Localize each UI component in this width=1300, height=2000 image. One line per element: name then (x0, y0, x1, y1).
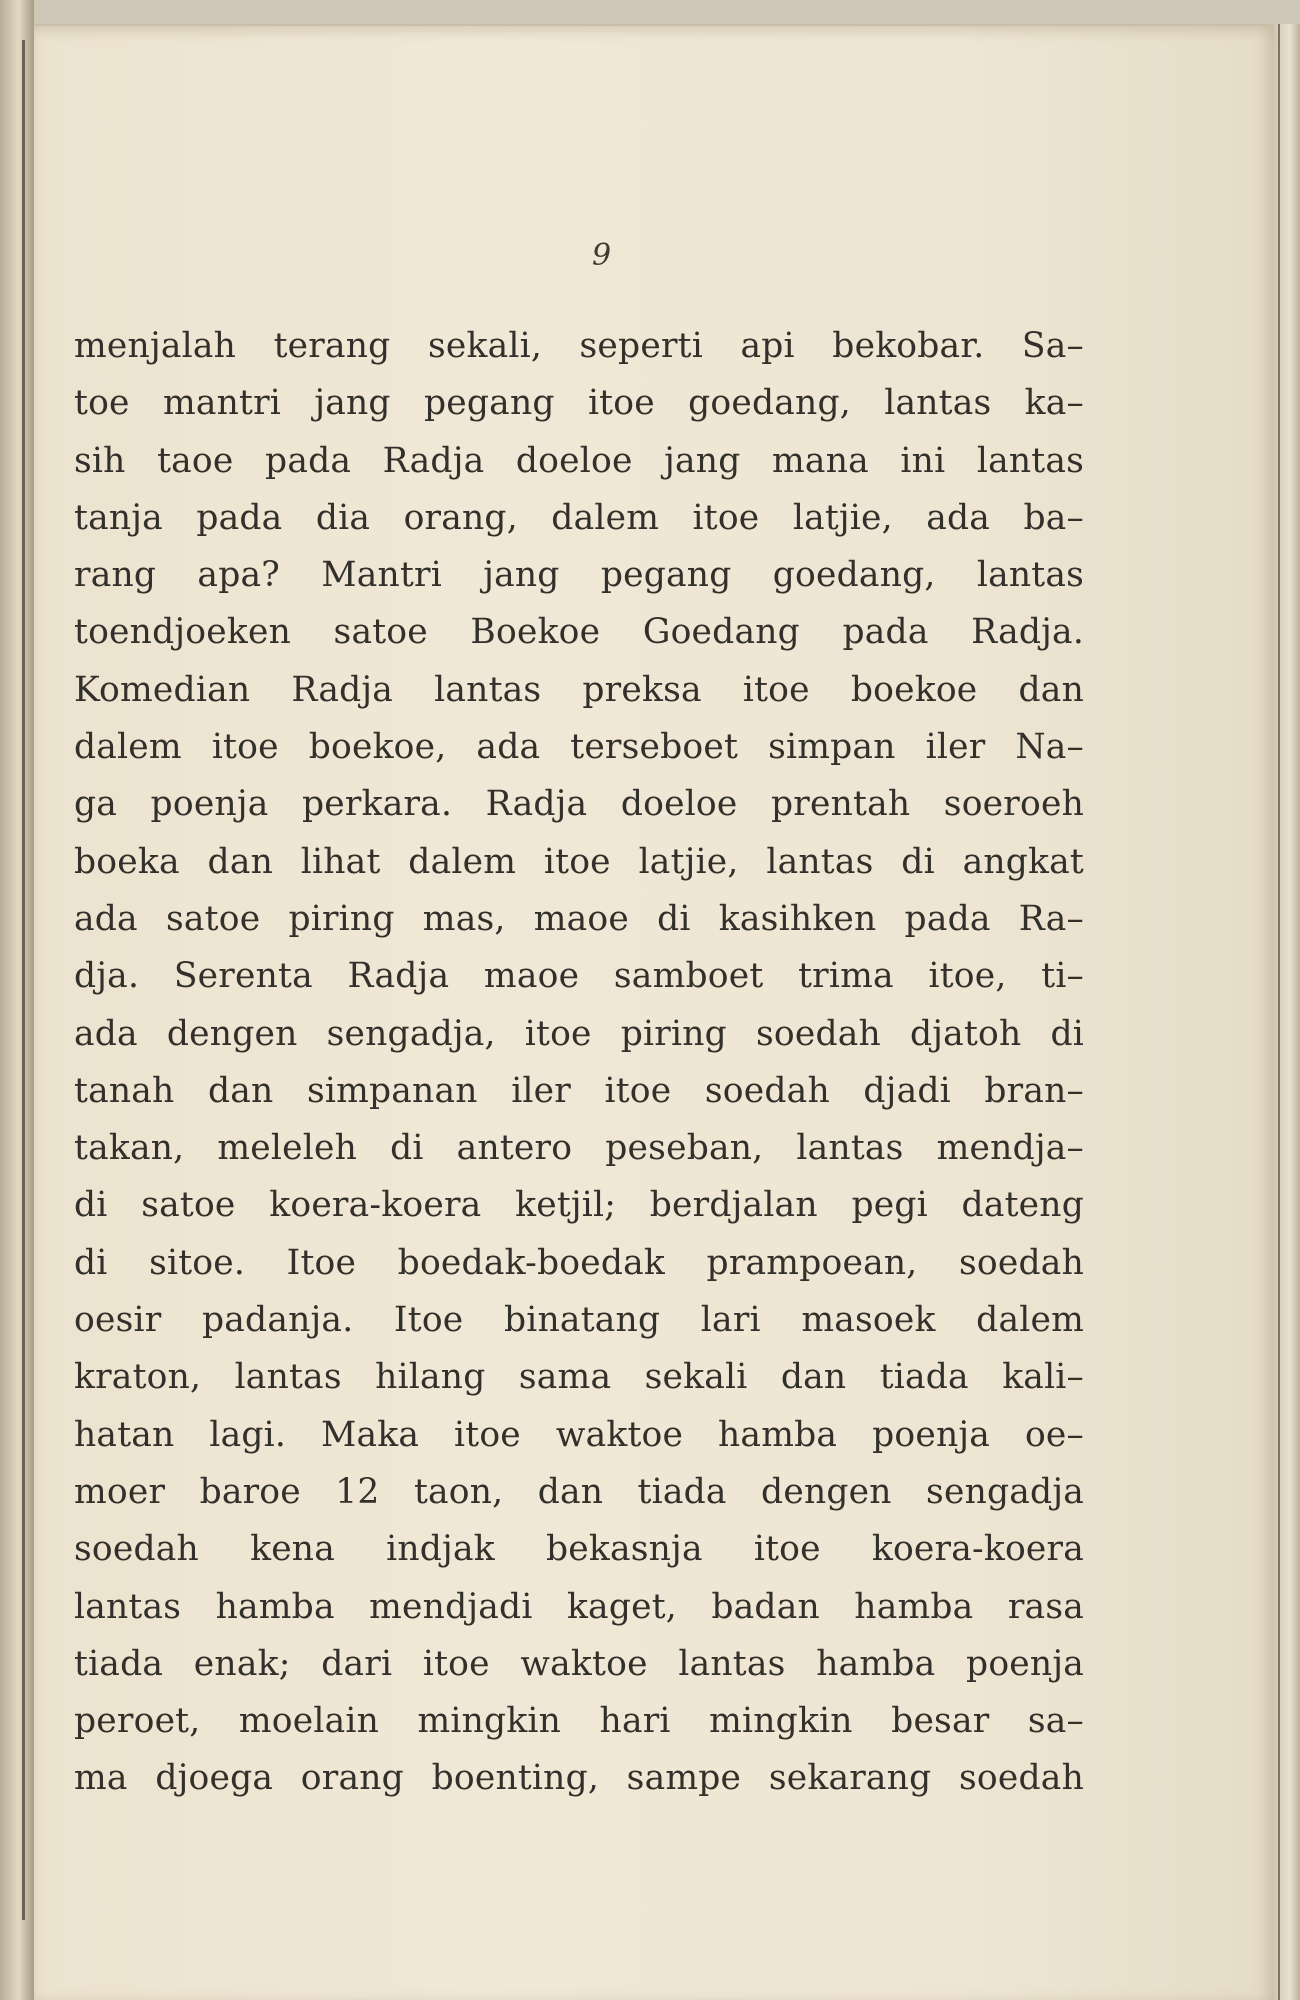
book-page (34, 24, 1274, 2000)
text-line: peroet, moelain mingkin hari mingkin besar sa– (74, 1701, 1084, 1742)
text-line: soedah kena indjak bekasnja itoe koera-koera (74, 1529, 1084, 1570)
text-line: ma djoega orang boenting, sampe sekarang soedah (74, 1758, 1084, 1799)
text-line: tiada enak; dari itoe waktoe lantas hamba poenja (74, 1643, 1084, 1684)
page-number: 9 (592, 238, 612, 273)
text-line: tanah dan simpanan iler itoe soedah djadi bran– (74, 1070, 1084, 1111)
text-line: dja. Serenta Radja maoe samboet trima itoe, ti– (74, 956, 1084, 997)
text-line: ada dengen sengadja, itoe piring soedah djatoh di (74, 1013, 1084, 1054)
text-line: ada satoe piring mas, maoe di kasihken pada Ra– (74, 898, 1084, 939)
text-line: di satoe koera-koera ketjil; berdjalan pegi dateng (74, 1185, 1084, 1226)
text-line: sih taoe pada Radja doeloe jang mana ini lantas (74, 440, 1084, 481)
text-line: menjalah terang sekali, seperti api bekobar. Sa– (74, 326, 1084, 366)
text-line: tanja pada dia orang, dalem itoe latjie, ada ba– (74, 497, 1084, 538)
right-page-edge (1274, 24, 1300, 2000)
text-line: di sitoe. Itoe boedak-boedak prampoean, soedah (74, 1242, 1084, 1283)
left-page-edge (0, 0, 34, 2000)
text-line: lantas hamba mendjadi kaget, badan hamba rasa (74, 1586, 1084, 1627)
text-line: rang apa? Mantri jang pegang goedang, lantas (74, 555, 1084, 596)
text-line: kraton, lantas hilang sama sekali dan tiada kali– (74, 1357, 1084, 1398)
text-line: moer baroe 12 taon, dan tiada dengen sengadja (74, 1471, 1084, 1512)
text-line: toe mantri jang pegang itoe goedang, lantas ka– (74, 383, 1084, 424)
text-line: boeka dan lihat dalem itoe latjie, lantas di angkat (74, 841, 1084, 882)
text-line: dalem itoe boekoe, ada terseboet simpan iler Na– (74, 727, 1084, 768)
text-line: oesir padanja. Itoe binatang lari masoek dalem (74, 1300, 1084, 1341)
text-line: Komedian Radja lantas preksa itoe boekoe dan (74, 669, 1084, 710)
text-line: ga poenja perkara. Radja doeloe prentah soeroeh (74, 784, 1084, 825)
text-line: hatan lagi. Maka itoe waktoe hamba poenja oe– (74, 1414, 1084, 1455)
text-line: toendjoeken satoe Boekoe Goedang pada Radja. (74, 612, 1084, 653)
page-body-text (74, 318, 1084, 1808)
text-line: takan, meleleh di antero peseban, lantas mendja– (74, 1128, 1084, 1169)
